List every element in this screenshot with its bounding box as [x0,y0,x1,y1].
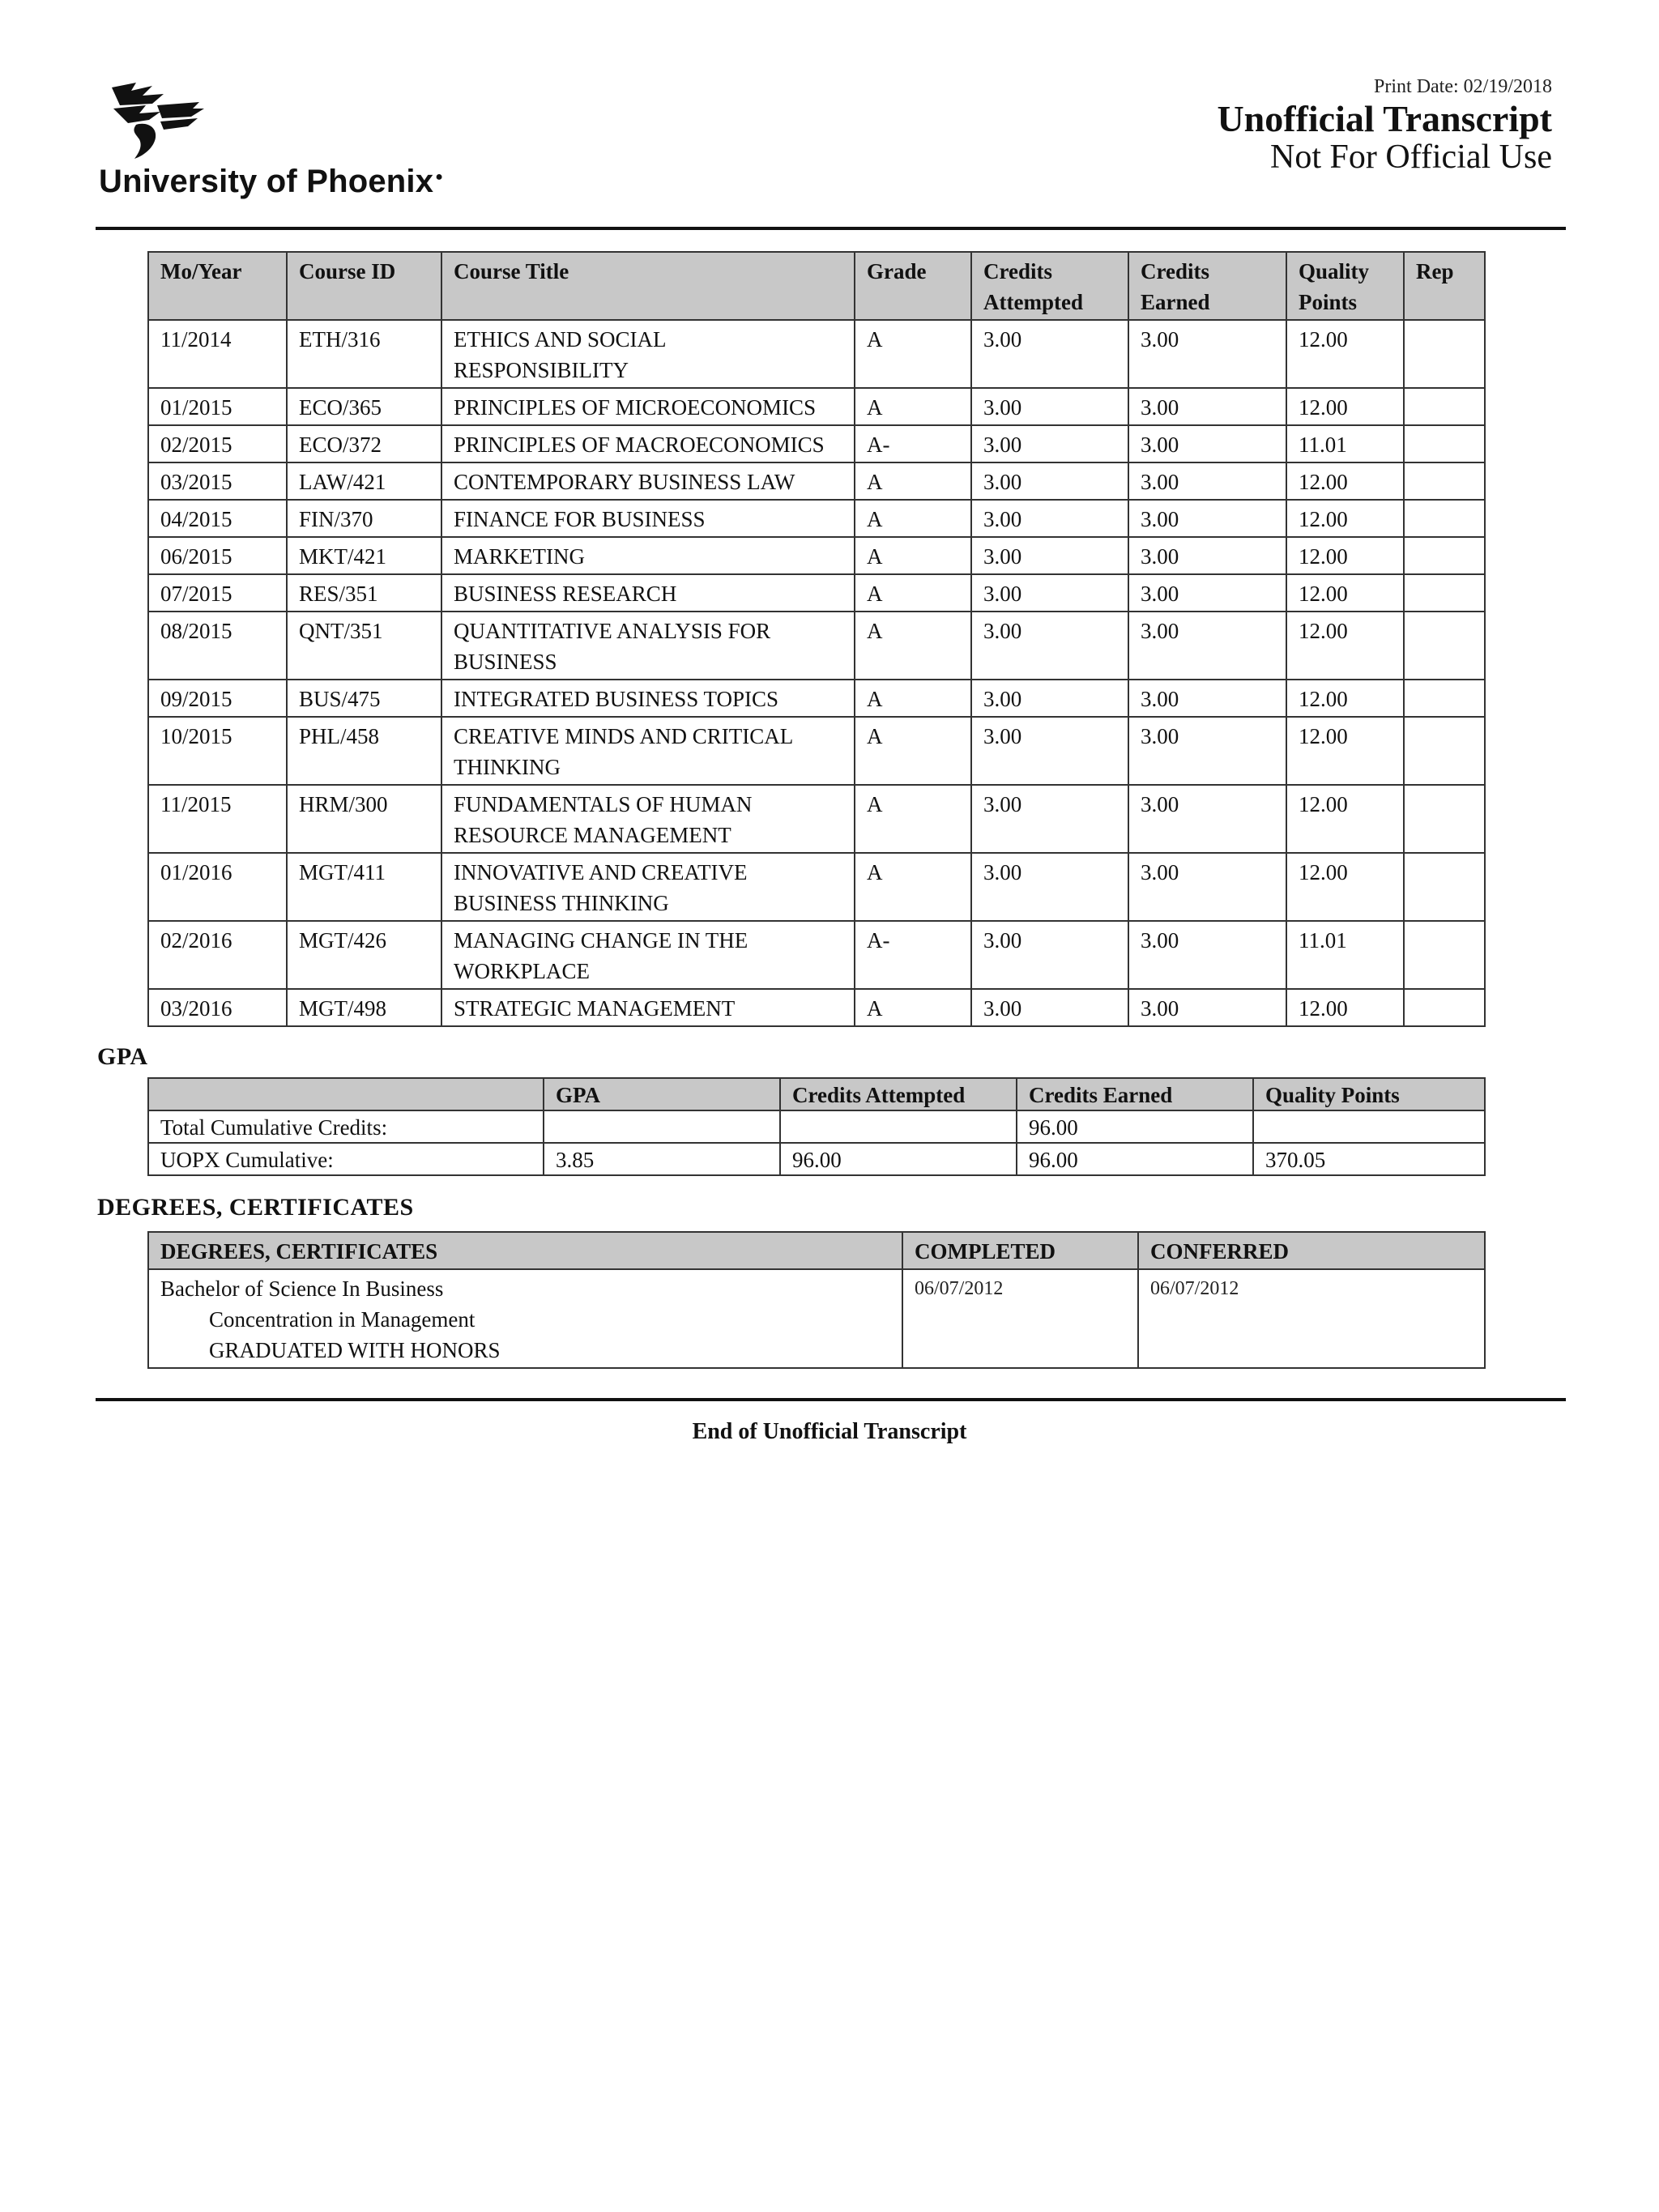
mo-year-cell: 04/2015 [148,500,287,537]
rep-cell [1404,921,1485,989]
rep-header: Rep [1404,252,1485,320]
grade-cell: A- [855,921,971,989]
gpa-credits-attempted [780,1110,1017,1143]
course-id-cell: QNT/351 [287,612,441,680]
course-id-cell: LAW/421 [287,462,441,500]
university-name: University of Phoenix ● [99,164,444,199]
mo-year-cell: 02/2015 [148,425,287,462]
credits-attempted-cell: 3.00 [971,537,1128,574]
course-row [148,717,1485,785]
footer-divider [96,1398,1566,1401]
credits-attempted-cell: 3.00 [971,680,1128,717]
document-header [1066,76,1552,176]
degree-name: Bachelor of Science In Business [160,1276,444,1301]
gpa-table-body [148,1110,1485,1175]
gpa-row-label-header [148,1078,544,1110]
gpa-row-label: UOPX Cumulative: [148,1143,544,1175]
conferred-date: 06/07/2012 [1138,1269,1485,1368]
grade-cell: A [855,853,971,921]
degree-cell [148,1269,902,1368]
quality-points-cell: 12.00 [1286,537,1404,574]
gpa-credits-earned-header: Credits Earned [1017,1078,1253,1110]
course-title-cell: PRINCIPLES OF MACROECONOMICS [441,425,855,462]
mo-year-cell: 07/2015 [148,574,287,612]
course-row [148,388,1485,425]
rep-cell [1404,717,1485,785]
gpa-quality-points [1253,1110,1485,1143]
degrees-section-label: DEGREES, CERTIFICATES [97,1194,414,1221]
mo-year-header: Mo/Year [148,252,287,320]
gpa-value [544,1110,780,1143]
course-id-cell: RES/351 [287,574,441,612]
grade-cell: A [855,717,971,785]
rep-cell [1404,320,1485,388]
credits-attempted-cell: 3.00 [971,320,1128,388]
course-title-cell: PRINCIPLES OF MICROECONOMICS [441,388,855,425]
course-table-body [148,320,1485,1026]
course-id-header: Course ID [287,252,441,320]
rep-cell [1404,537,1485,574]
course-title-cell: FINANCE FOR BUSINESS [441,500,855,537]
gpa-table-header [148,1078,1485,1110]
grade-cell: A [855,612,971,680]
rep-cell [1404,574,1485,612]
quality-points-cell: 12.00 [1286,853,1404,921]
mo-year-cell: 08/2015 [148,612,287,680]
rep-cell [1404,425,1485,462]
mo-year-cell: 10/2015 [148,717,287,785]
rep-cell [1404,853,1485,921]
degree-honors: GRADUATED WITH HONORS [209,1338,501,1362]
quality-points-cell: 12.00 [1286,612,1404,680]
quality-points-cell: 12.00 [1286,500,1404,537]
quality-points-cell: 12.00 [1286,574,1404,612]
gpa-table [147,1077,1486,1176]
gpa-credits-earned: 96.00 [1017,1110,1253,1143]
course-row [148,320,1485,388]
course-title-cell: ETHICS AND SOCIAL RESPONSIBILITY [441,320,855,388]
degrees-table [147,1231,1486,1369]
mo-year-cell: 11/2014 [148,320,287,388]
course-table [147,251,1486,1027]
university-logo [97,81,518,211]
credits-earned-cell: 3.00 [1128,853,1286,921]
credits-attempted-cell: 3.00 [971,921,1128,989]
completed-header-cell: COMPLETED [902,1232,1138,1269]
grade-header: Grade [855,252,971,320]
gpa-header: GPA [544,1078,780,1110]
course-id-cell: ECO/372 [287,425,441,462]
phoenix-icon [104,81,209,162]
course-row [148,462,1485,500]
course-id-cell: ECO/365 [287,388,441,425]
mo-year-cell: 09/2015 [148,680,287,717]
course-id-cell: MGT/426 [287,921,441,989]
completed-date: 06/07/2012 [902,1269,1138,1368]
rep-cell [1404,612,1485,680]
gpa-credits-attempted-header: Credits Attempted [780,1078,1017,1110]
quality-points-cell: 11.01 [1286,921,1404,989]
course-row [148,537,1485,574]
course-id-cell: MKT/421 [287,537,441,574]
rep-cell [1404,989,1485,1026]
course-title-cell: INTEGRATED BUSINESS TOPICS [441,680,855,717]
degrees-table-header [148,1232,1485,1269]
course-row [148,425,1485,462]
course-table-header [148,252,1485,320]
rep-cell [1404,462,1485,500]
quality-points-header: Quality Points [1286,252,1404,320]
credits-earned-cell: 3.00 [1128,320,1286,388]
quality-points-cell: 12.00 [1286,717,1404,785]
course-title-cell: CONTEMPORARY BUSINESS LAW [441,462,855,500]
degree-concentration: Concentration in Management [209,1307,476,1332]
mo-year-cell: 01/2015 [148,388,287,425]
mo-year-cell: 03/2015 [148,462,287,500]
course-title-cell: INNOVATIVE AND CREATIVE BUSINESS THINKING [441,853,855,921]
quality-points-cell: 12.00 [1286,462,1404,500]
credits-attempted-cell: 3.00 [971,388,1128,425]
credits-attempted-cell: 3.00 [971,989,1128,1026]
grade-cell: A [855,989,971,1026]
course-row [148,574,1485,612]
rep-cell [1404,388,1485,425]
gpa-quality-points-header: Quality Points [1253,1078,1485,1110]
credits-earned-cell: 3.00 [1128,989,1286,1026]
registered-mark: ● [435,169,444,184]
rep-cell [1404,500,1485,537]
course-id-cell: MGT/498 [287,989,441,1026]
gpa-row [148,1110,1485,1143]
course-title-header: Course Title [441,252,855,320]
gpa-row-label: Total Cumulative Credits: [148,1110,544,1143]
course-id-cell: HRM/300 [287,785,441,853]
gpa-value: 3.85 [544,1143,780,1175]
credits-attempted-cell: 3.00 [971,574,1128,612]
gpa-credits-earned: 96.00 [1017,1143,1253,1175]
credits-earned-cell: 3.00 [1128,500,1286,537]
course-id-cell: PHL/458 [287,717,441,785]
credits-attempted-cell: 3.00 [971,785,1128,853]
mo-year-cell: 11/2015 [148,785,287,853]
gpa-section-label: GPA [97,1043,148,1070]
degree-row [148,1269,1485,1368]
header-divider [96,227,1566,230]
course-title-cell: BUSINESS RESEARCH [441,574,855,612]
grade-cell: A [855,785,971,853]
credits-earned-cell: 3.00 [1128,462,1286,500]
credits-attempted-cell: 3.00 [971,853,1128,921]
degrees-header-cell: DEGREES, CERTIFICATES [148,1232,902,1269]
course-row [148,500,1485,537]
print-date: Print Date: 02/19/2018 [1374,76,1552,97]
course-row [148,612,1485,680]
gpa-quality-points: 370.05 [1253,1143,1485,1175]
grade-cell: A [855,537,971,574]
quality-points-cell: 11.01 [1286,425,1404,462]
grade-cell: A [855,500,971,537]
course-row [148,680,1485,717]
grade-cell: A [855,680,971,717]
credits-attempted-cell: 3.00 [971,462,1128,500]
course-row [148,853,1485,921]
mo-year-cell: 06/2015 [148,537,287,574]
quality-points-cell: 12.00 [1286,388,1404,425]
credits-earned-cell: 3.00 [1128,388,1286,425]
course-title-cell: STRATEGIC MANAGEMENT [441,989,855,1026]
credits-earned-cell: 3.00 [1128,680,1286,717]
grade-cell: A [855,388,971,425]
credits-earned-header: Credits Earned [1128,252,1286,320]
credits-attempted-header: Credits Attempted [971,252,1128,320]
credits-earned-cell: 3.00 [1128,574,1286,612]
credits-earned-cell: 3.00 [1128,612,1286,680]
credits-attempted-cell: 3.00 [971,612,1128,680]
course-row [148,921,1485,989]
credits-earned-cell: 3.00 [1128,717,1286,785]
course-title-cell: MARKETING [441,537,855,574]
course-title-cell: CREATIVE MINDS AND CRITICAL THINKING [441,717,855,785]
course-id-cell: BUS/475 [287,680,441,717]
grade-cell: A- [855,425,971,462]
quality-points-cell: 12.00 [1286,785,1404,853]
course-row [148,989,1485,1026]
grade-cell: A [855,320,971,388]
course-title-cell: MANAGING CHANGE IN THE WORKPLACE [441,921,855,989]
gpa-row [148,1143,1485,1175]
rep-cell [1404,785,1485,853]
credits-attempted-cell: 3.00 [971,717,1128,785]
credits-earned-cell: 3.00 [1128,785,1286,853]
course-title-cell: QUANTITATIVE ANALYSIS FOR BUSINESS [441,612,855,680]
grade-cell: A [855,462,971,500]
quality-points-cell: 12.00 [1286,989,1404,1026]
credits-earned-cell: 3.00 [1128,425,1286,462]
course-id-cell: ETH/316 [287,320,441,388]
mo-year-cell: 02/2016 [148,921,287,989]
grade-cell: A [855,574,971,612]
credits-attempted-cell: 3.00 [971,500,1128,537]
mo-year-cell: 01/2016 [148,853,287,921]
document-title: Unofficial Transcript [1217,98,1552,139]
document-subtitle: Not For Official Use [1270,139,1552,176]
credits-attempted-cell: 3.00 [971,425,1128,462]
conferred-header-cell: CONFERRED [1138,1232,1485,1269]
credits-earned-cell: 3.00 [1128,921,1286,989]
quality-points-cell: 12.00 [1286,320,1404,388]
end-of-transcript: End of Unofficial Transcript [692,1419,967,1444]
course-id-cell: FIN/370 [287,500,441,537]
mo-year-cell: 03/2016 [148,989,287,1026]
quality-points-cell: 12.00 [1286,680,1404,717]
course-row [148,785,1485,853]
course-id-cell: MGT/411 [287,853,441,921]
course-title-cell: FUNDAMENTALS OF HUMAN RESOURCE MANAGEMENT [441,785,855,853]
credits-earned-cell: 3.00 [1128,537,1286,574]
gpa-credits-attempted: 96.00 [780,1143,1017,1175]
rep-cell [1404,680,1485,717]
